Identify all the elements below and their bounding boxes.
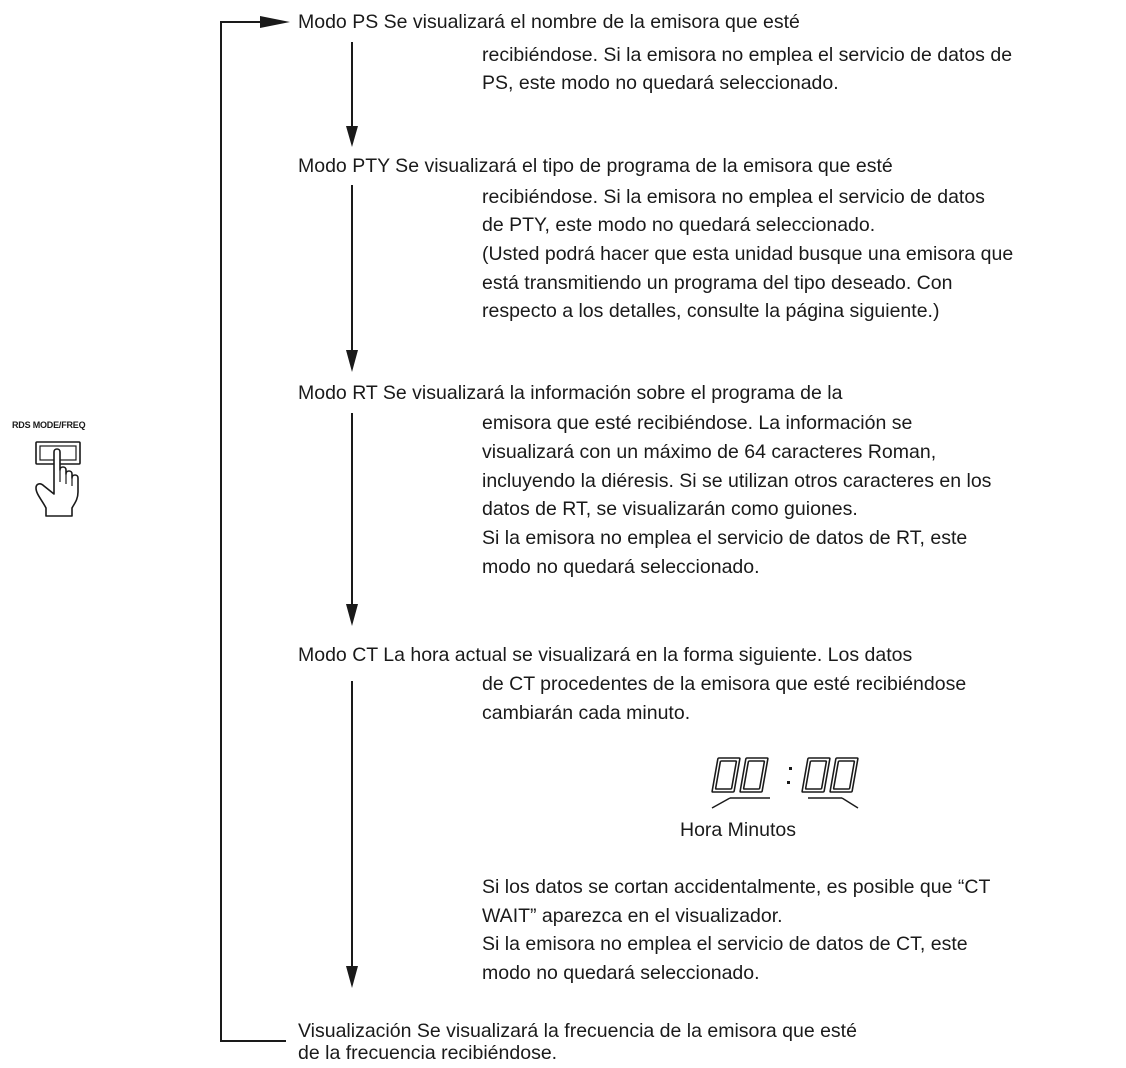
arrow-ct-to-visualizacion bbox=[346, 681, 358, 988]
clock-minute-digits bbox=[802, 758, 858, 792]
mode-pty-text-line: recibiéndose. Si la emisora no emplea el servicio de datos bbox=[482, 186, 985, 208]
mode-ct-heading: Modo CT La hora actual se visualizará en la forma siguiente. Los datos bbox=[298, 644, 913, 666]
clock-hour-digits bbox=[712, 758, 768, 792]
mode-visualizacion-heading: Visualización Se visualizará la frecuencia de la emisora que esté bbox=[298, 1020, 857, 1042]
mode-ps-heading: Modo PS Se visualizará el nombre de la emisora que esté bbox=[298, 11, 800, 33]
mode-pty-text-line: respecto a los detalles, consulte la página siguiente.) bbox=[482, 300, 940, 322]
mode-ps-text-line: recibiéndose. Si la emisora no emplea el servicio de datos de bbox=[482, 44, 1013, 66]
mode-rt-text-line: modo no quedará seleccionado. bbox=[482, 556, 760, 578]
minute-bracket bbox=[808, 798, 858, 808]
mode-pty-heading: Modo PTY Se visualizará el tipo de programa de la emisora que esté bbox=[298, 155, 893, 177]
mode-rt-text-line: visualizará con un máximo de 64 caracteres Roman, bbox=[482, 441, 937, 463]
mode-ct-note-line: WAIT” aparezca en el visualizador. bbox=[482, 905, 783, 927]
mode-ct-text-line: de CT procedentes de la emisora que esté recibiéndose bbox=[482, 673, 967, 695]
mode-rt-heading: Modo RT Se visualizará la información sobre el programa de la bbox=[298, 382, 843, 404]
mode-visualizacion-text-line: de la frecuencia recibiéndose. bbox=[298, 1042, 558, 1064]
arrow-rt-to-ct bbox=[346, 413, 358, 626]
clock-colon bbox=[787, 767, 792, 784]
clock-caption: Hora Minutos bbox=[680, 819, 796, 841]
mode-ct-note-line: Si los datos se cortan accidentalmente, es posible que “CT bbox=[482, 876, 991, 898]
return-loop-connector bbox=[221, 16, 290, 1041]
rds-mode-freq-label: RDS MODE/FREQ bbox=[12, 420, 86, 430]
mode-pty-text-line: de PTY, este modo no quedará seleccionado. bbox=[482, 214, 876, 236]
mode-rt-text-line: incluyendo la diéresis. Si se utilizan otros caracteres en los bbox=[482, 470, 992, 492]
mode-ct-note-line: modo no quedará seleccionado. bbox=[482, 962, 760, 984]
arrow-pty-to-rt bbox=[346, 185, 358, 372]
mode-pty-text-line: está transmitiendo un programa del tipo deseado. Con bbox=[482, 272, 953, 294]
clock-display-graphic bbox=[712, 758, 858, 808]
mode-ct-text-line: cambiarán cada minuto. bbox=[482, 702, 691, 724]
loop-arrowhead bbox=[260, 16, 290, 28]
hour-bracket bbox=[712, 798, 770, 808]
mode-ct-note-line: Si la emisora no emplea el servicio de datos de CT, este bbox=[482, 933, 968, 955]
arrow-ps-to-pty bbox=[346, 42, 358, 147]
mode-rt-text-line: datos de RT, se visualizarán como guiones. bbox=[482, 498, 858, 520]
mode-rt-text-line: emisora que esté recibiéndose. La información se bbox=[482, 412, 913, 434]
mode-rt-text-line: Si la emisora no emplea el servicio de datos de RT, este bbox=[482, 527, 968, 549]
mode-ps-text-line: PS, este modo no quedará seleccionado. bbox=[482, 72, 839, 94]
mode-pty-text-line: (Usted podrá hacer que esta unidad busque una emisora que bbox=[482, 243, 1014, 265]
